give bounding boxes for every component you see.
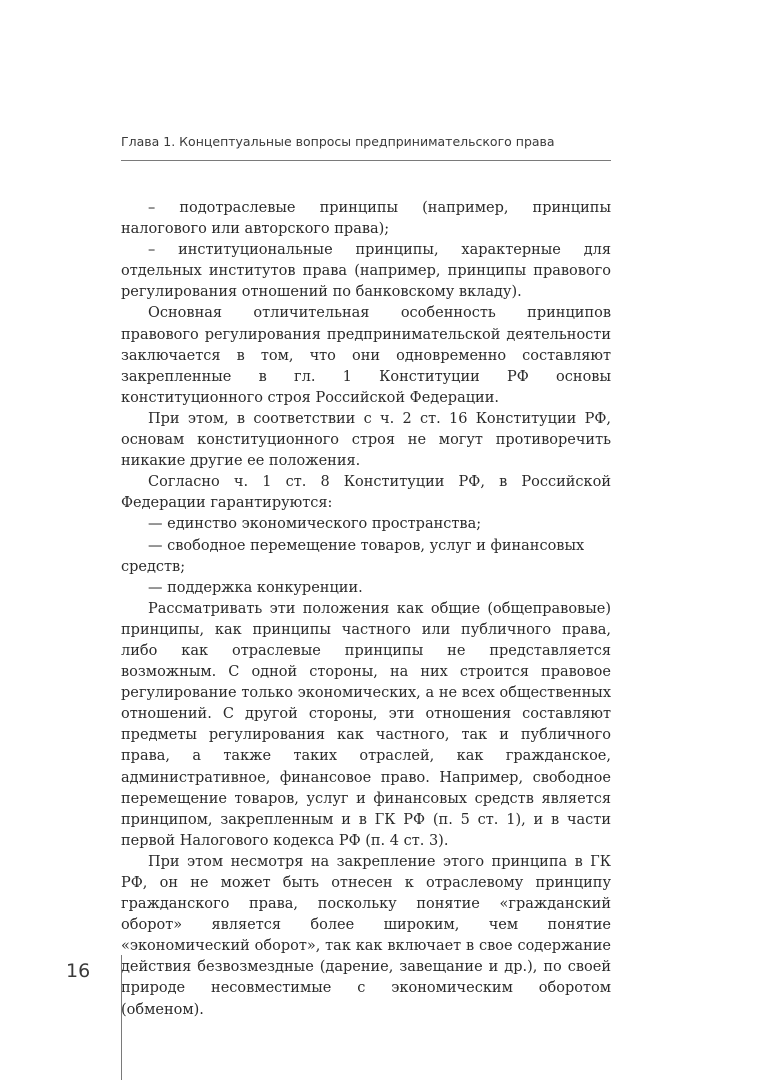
margin-divider [121,955,122,1080]
list-item: — единство экономического пространства; [148,516,482,533]
paragraph: Основная отличительная особенность принципов правового регулирования предпринимательской деятельности заключается в том, что они одновременно составляют закрепленные в гл. 1 Конституции РФ основы конституционного строя Российской Федерации. [121,305,611,406]
running-header: Глава 1. Концептуальные вопросы предпринимательского права [121,134,555,149]
paragraph: – институциональные принципы, характерные для отдельных институтов права (например, принципы правового регулирования отношений по банковскому вкладу). [121,242,611,301]
page-number: 16 [66,960,91,982]
paragraph: При этом несмотря на закрепление этого принципа в ГК РФ, он не может быть отнесен к отраслевому принципу гражданского права, поскольку понятие «гражданский оборот» является более широким, чем понятие «экономический оборот», так как включает в свое содержание действия безвозмездные (дарение, завещание и др.), по своей природе несовместимые с экономическим оборотом (обменом). [121,853,611,1018]
paragraph: При этом, в соответствии с ч. 2 ст. 16 Конституции РФ, основам конституционного строя не могут противоречить никакие другие ее положения. [121,410,611,470]
list-item: — свободное перемещение товаров, услуг и финансовых средств; [121,537,585,575]
list-item: — поддержка конкуренции. [148,579,363,596]
header-divider [121,160,611,161]
body-text [121,198,611,1021]
paragraph: – подотраслевые принципы (например, принципы налогового или авторского права); [121,200,611,238]
paragraph: Рассматривать эти положения как общие (общеправовые) принципы, как принципы частного или публичного права, либо как отраслевые принципы не представляется возможным. С одной стороны, на них строится правовое регулирование только экономических, а не всех общественных отношений. С другой стороны, эти отношения составляют предметы регулирования как частного, так и публичного права, а также таких отраслей, как гражданское, административное, финансовое право. Например, свободное перемещение товаров, услуг и финансовых средств является принципом, закрепленным и в ГК РФ (п. 5 ст. 1), и в части первой Налогового кодекса РФ (п. 4 ст. 3). [121,600,611,849]
paragraph: Согласно ч. 1 ст. 8 Конституции РФ, в Российской Федерации гарантируются: [121,474,611,512]
